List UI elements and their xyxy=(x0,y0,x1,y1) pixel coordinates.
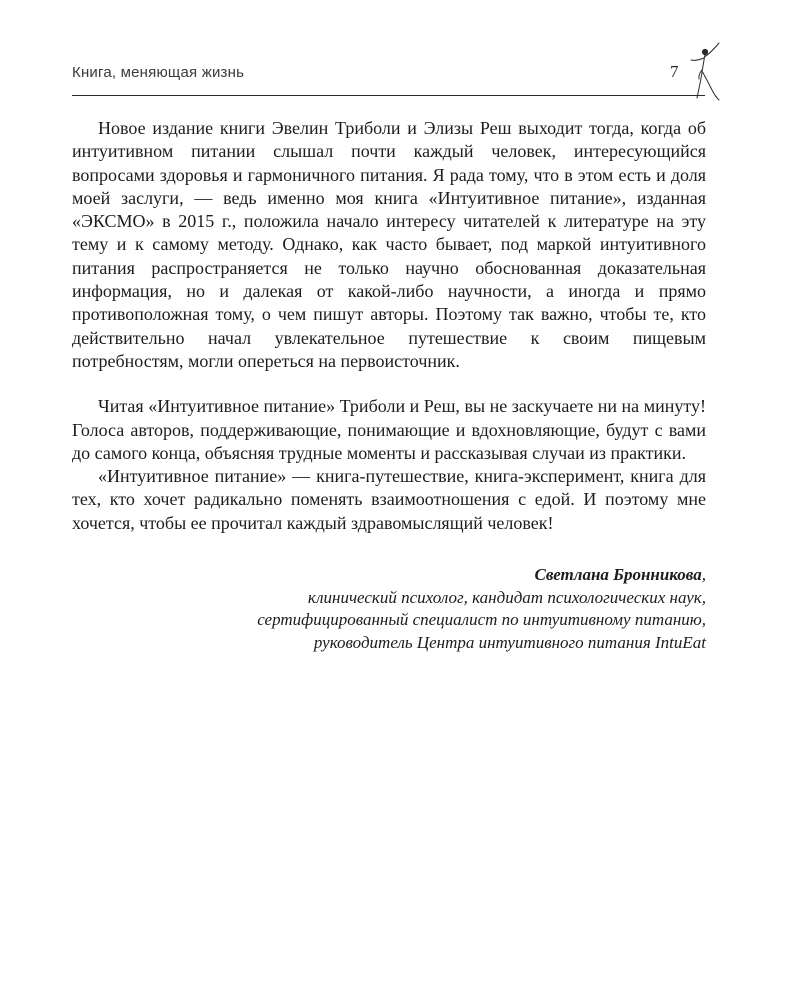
signature-credential-3: руководитель Центра интуитивного питания IntuEat xyxy=(313,632,706,652)
signature-name: Светлана Бронникова xyxy=(534,565,702,585)
dancer-figure-icon xyxy=(688,40,722,102)
signature-block xyxy=(72,564,706,654)
signature-name-line xyxy=(72,564,706,587)
page-number: 7 xyxy=(670,62,679,81)
main-text-block xyxy=(72,117,706,654)
signature-name-comma: , xyxy=(701,565,706,585)
signature-credential-2: сертифицированный специалист по интуитивному питанию, xyxy=(257,610,706,630)
signature-credential-1: клинический психолог, кандидат психологических наук, xyxy=(307,587,706,607)
paragraph-3: «Интуитивное питание» — книга-путешествие, книга-эксперимент, книга для тех, кто хочет радикально поменять взаимоотношения с едой. И поэтому мне хочется, чтобы ее прочитал каждый здравомыслящий человек! xyxy=(72,466,706,533)
running-header-title: Книга, меняющая жизнь xyxy=(72,64,245,81)
header-divider xyxy=(72,95,705,96)
paragraph-2: Читая «Интуитивное питание» Триболи и Реш, вы не заскучаете ни на минуту! Голоса авторов, поддерживающие, понимающие и вдохновляющие, будут с вами до самого конца, объясняя трудные моменты и рассказывая случаи из практики. xyxy=(72,396,706,463)
paragraph-1: Новое издание книги Эвелин Триболи и Элизы Реш выходит тогда, когда об интуитивном питании слышал почти каждый человек, интересующийся вопросами здоровья и гармоничного питания. Я рада тому, что в этом есть и доля моей заслуги, — ведь именно моя книга «Интуитивное питание», изданная «ЭКСМО» в 2015 г., положила начало интересу читателей к литературе на эту тему и к самому методу. Однако, как часто бывает, под маркой интуитивного питания распространяется не только научно обоснованная доказательная информация, но и далекая от какой-либо научности, а иногда и прямо противоположная тому, о чем пишут авторы. Поэтому так важно, чтобы те, кто действительно начал увлекательное путешествие к своим пищевым потребностям, могли опереться на первоисточник. xyxy=(72,118,706,371)
